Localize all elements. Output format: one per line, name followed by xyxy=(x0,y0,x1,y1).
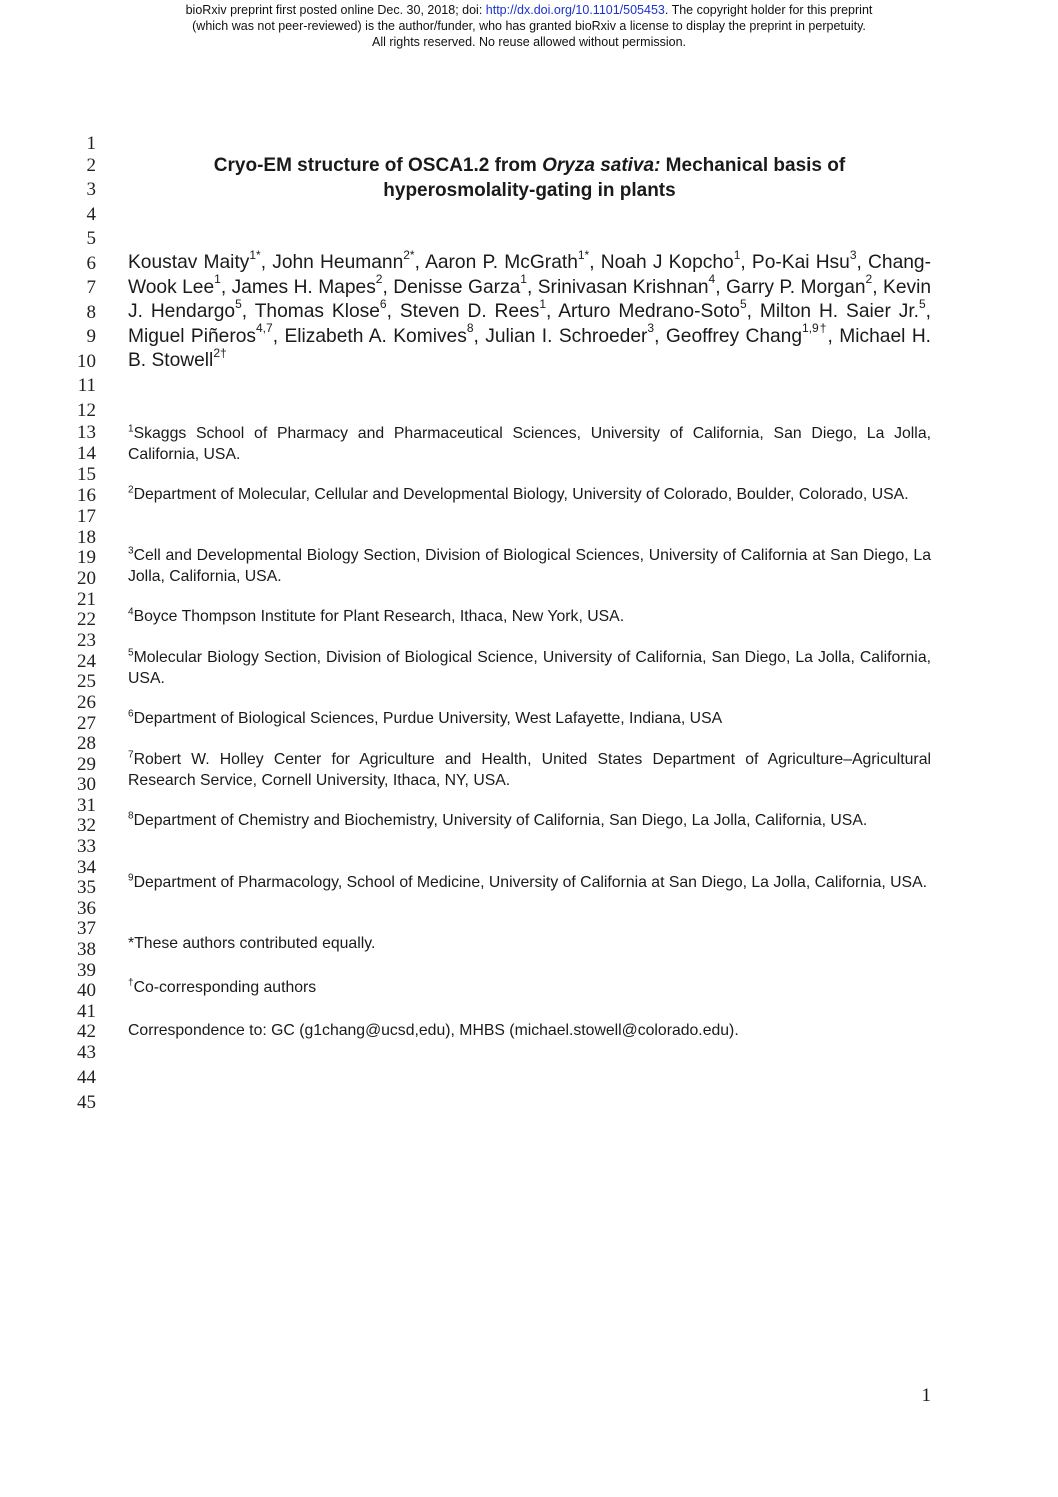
line-number: 27 xyxy=(77,713,96,734)
author-affiliation-sup: 1 xyxy=(733,247,741,262)
author-separator: , xyxy=(740,252,752,273)
line-number: 4 xyxy=(86,204,96,225)
author-name: Chang-Wook Lee xyxy=(128,252,931,298)
author-separator: , xyxy=(872,276,884,298)
author-name: Thomas Klose xyxy=(254,301,380,323)
author-separator: , xyxy=(220,276,232,298)
author-name: Denisse Garza xyxy=(393,276,521,298)
line-number: 42 xyxy=(77,1021,96,1042)
author-name: Arturo Medrano-Soto xyxy=(558,301,740,323)
line-number: 25 xyxy=(77,671,96,692)
line-number: 45 xyxy=(77,1092,96,1113)
author-name: Koustav Maity xyxy=(128,252,250,273)
line-number: 37 xyxy=(77,918,96,939)
author-affiliation-sup: 4 xyxy=(708,272,716,287)
author-list xyxy=(128,247,932,374)
line-number: 2 xyxy=(86,155,96,176)
line-number: 43 xyxy=(77,1042,96,1063)
line-number: 12 xyxy=(77,400,96,421)
author-name: Po-Kai Hsu xyxy=(751,252,850,273)
affiliation-5: $^5$Molecular Biology Section, Division of Biological Science, University of California, San Diego, La Jolla, California, USA. xyxy=(128,647,931,687)
line-number: 26 xyxy=(77,692,96,713)
author-affiliation-sup: 2 xyxy=(865,272,873,287)
line-number: 38 xyxy=(77,939,96,960)
author-separator: , xyxy=(260,252,273,273)
author-separator: , xyxy=(856,252,869,273)
affiliation-2: $^2$Department of Molecular, Cellular and Developmental Biology, University of Colorado, Boulder, Colorado, USA. xyxy=(128,484,909,503)
author-name: James H. Mapes xyxy=(231,276,376,298)
line-number: 23 xyxy=(77,630,96,651)
line-number: 15 xyxy=(77,464,96,485)
affiliation-1: $^1$Skaggs School of Pharmacy and Pharmaceutical Sciences, University of California, San Diego, La Jolla, California, USA. xyxy=(128,423,931,463)
preprint-header xyxy=(0,2,1058,50)
affiliation-4: $^4$Boyce Thompson Institute for Plant Research, Ithaca, New York, USA. xyxy=(128,606,625,625)
author-separator: , xyxy=(272,325,285,347)
author-name: Srinivasan Krishnan xyxy=(537,276,709,298)
header-line-3: All rights reserved. No reuse allowed without permission. xyxy=(371,35,687,49)
author-name: Miguel Piñeros xyxy=(128,325,256,347)
author-name: John Heumann xyxy=(272,252,404,273)
author-name: Noah J Kopcho xyxy=(600,252,734,273)
line-number: 29 xyxy=(77,754,96,775)
affiliation-7: $^7$Robert W. Holley Center for Agriculture and Health, United States Department of Agriculture–Agricultural Research Service, Cornell University, Ithaca, NY, USA. xyxy=(128,749,931,789)
header-line-1: bioRxiv preprint first posted online Dec. 30, 2018; doi: http://dx.doi.org/10.1101/505453. The copyright holder for this preprint xyxy=(185,3,873,17)
author-affiliation-sup: 5 xyxy=(918,296,926,311)
author-name: Julian I. Schroeder xyxy=(485,325,648,347)
author-affiliation-sup: 1 xyxy=(520,272,527,287)
line-number: 32 xyxy=(77,815,96,836)
line-number: 1 xyxy=(86,133,96,154)
line-number: 36 xyxy=(77,898,96,919)
author-name: Garry P. Morgan xyxy=(725,276,866,298)
author-affiliation-sup: 3 xyxy=(647,321,655,336)
line-number: 7 xyxy=(86,277,96,298)
equal-contribution-note: *These authors contributed equally. xyxy=(128,935,376,952)
line-number: 11 xyxy=(77,375,96,396)
author-separator: , xyxy=(654,325,666,347)
line-number: 21 xyxy=(77,589,96,610)
correspondence-line: Correspondence to: GC (g1chang@ucsd,edu), MHBS (michael.stowell@colorado.edu). xyxy=(128,1022,739,1039)
author-affiliation-sup: 4,7 xyxy=(256,321,273,336)
line-number: 34 xyxy=(77,857,96,878)
line-number: 31 xyxy=(77,795,96,816)
author-name: Kevin J. Hendargo xyxy=(128,276,932,323)
affiliation-3: $^3$Cell and Developmental Biology Section, Division of Biological Sciences, University of California at San Diego, La Jolla, California, USA. xyxy=(128,545,931,585)
author-name: Geoffrey Chang xyxy=(665,325,803,347)
author-name: Michael H. B. Stowell xyxy=(128,325,932,372)
author-separator: , xyxy=(546,301,559,323)
author-affiliation-sup: 1 xyxy=(214,272,221,287)
author-name: Milton H. Saier Jr. xyxy=(759,301,919,323)
line-number: 35 xyxy=(77,877,96,898)
page-number: 1 xyxy=(921,1385,931,1406)
author-separator: , xyxy=(827,325,840,347)
author-separator: , xyxy=(382,276,394,298)
author-affiliation-sup: 2 xyxy=(375,272,383,287)
header-line-2: (which was not peer-reviewed) is the author/funder, who has granted bioRxiv a license to display the preprint in perpetuity. xyxy=(192,19,866,33)
line-number: 28 xyxy=(77,733,96,754)
author-affiliation-sup: 2† xyxy=(213,345,227,360)
author-name: Elizabeth A. Komives xyxy=(284,325,467,347)
line-number: 14 xyxy=(77,443,96,464)
line-number: 19 xyxy=(77,547,96,568)
author-affiliation-sup: 5 xyxy=(739,296,747,311)
line-number: 10 xyxy=(77,351,96,372)
author-affiliation-sup: 6 xyxy=(379,296,387,311)
author-separator: , xyxy=(241,301,255,323)
author-affiliation-sup: 1 xyxy=(539,296,547,311)
affiliation-8: $^8$Department of Chemistry and Biochemistry, University of California, San Diego, La Jolla, California, USA. xyxy=(128,810,868,829)
line-number: 20 xyxy=(77,568,96,589)
line-number: 18 xyxy=(77,527,96,548)
author-separator: , xyxy=(589,252,601,273)
author-separator: , xyxy=(473,325,486,347)
line-number: 41 xyxy=(77,1001,96,1022)
author-affiliation-sup: 5 xyxy=(235,296,242,311)
affiliation-9: $^9$Department of Pharmacology, School of Medicine, University of California at San Diego, La Jolla, California, USA. xyxy=(128,872,928,891)
species-name: Oryza sativa: xyxy=(542,155,661,176)
author-affiliation-sup: 1* xyxy=(249,247,261,262)
line-number: 24 xyxy=(77,651,96,672)
author-name: Steven D. Rees xyxy=(399,301,540,323)
line-number: 30 xyxy=(77,774,96,795)
author-affiliation-sup: 1* xyxy=(577,247,590,262)
author-affiliation-sup: 3 xyxy=(849,247,857,262)
author-affiliation-sup: 8 xyxy=(466,321,474,336)
line-number: 8 xyxy=(86,302,96,323)
author-affiliation-sup: 2* xyxy=(403,247,415,262)
author-separator: , xyxy=(386,301,400,323)
author-separator: , xyxy=(414,252,426,273)
doi-link[interactable]: http://dx.doi.org/10.1101/505453 xyxy=(485,3,665,17)
author-separator: , xyxy=(526,276,538,298)
line-number: 5 xyxy=(86,228,96,249)
line-number: 16 xyxy=(77,485,96,506)
line-number: 44 xyxy=(77,1067,96,1088)
corresponding-note: †Co-corresponding authors xyxy=(128,977,317,996)
line-number: 6 xyxy=(86,253,96,274)
line-number: 40 xyxy=(77,980,96,1001)
author-name: Aaron P. McGrath xyxy=(425,252,578,273)
author-affiliation-sup: 1,9† xyxy=(802,321,828,336)
author-separator: , xyxy=(715,276,726,298)
line-number: 39 xyxy=(77,960,96,981)
line-number: 13 xyxy=(77,422,96,443)
line-number: 9 xyxy=(86,326,96,347)
author-separator: , xyxy=(925,301,932,323)
line-number: 33 xyxy=(77,836,96,857)
affiliation-6: $^6$Department of Biological Sciences, Purdue University, West Lafayette, Indiana, USA xyxy=(128,708,723,727)
line-number: 22 xyxy=(77,609,96,630)
line-number: 3 xyxy=(86,179,96,200)
paper-title: Cryo-EM structure of OSCA1.2 from Oryza sativa: Mechanical basis of hyperosmolality-gating in plants xyxy=(213,155,846,201)
line-number: 17 xyxy=(77,506,96,527)
author-separator: , xyxy=(746,301,760,323)
